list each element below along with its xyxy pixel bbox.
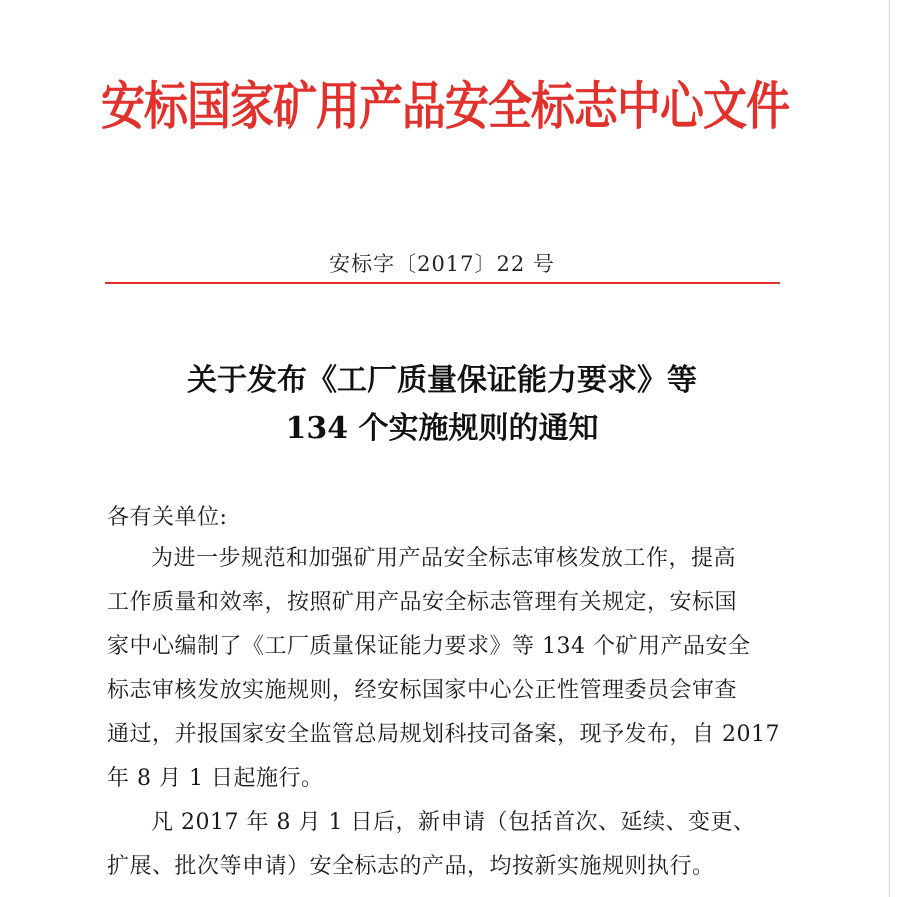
document-number: 安标字〔2017〕22 号 bbox=[329, 252, 555, 276]
salutation: 各有关单位: bbox=[107, 505, 228, 530]
body-line-1: 为进一步规范和加强矿用产品安全标志审核发放工作，提高 bbox=[151, 546, 737, 571]
body-line-3: 家中心编制了《工厂质量保证能力要求》等 134 个矿用产品安全 bbox=[107, 634, 751, 659]
notice-title-line-1: 关于发布《工厂质量保证能力要求》等 bbox=[187, 363, 697, 398]
red-divider-line bbox=[105, 282, 780, 284]
body-line-4: 标志审核发放实施规则，经安标国家中心公正性管理委员会审查 bbox=[107, 678, 738, 703]
body-line-5: 通过，并报国家安全监管总局规划科技司备案，现予发布，自 2017 bbox=[107, 722, 780, 747]
body-line-7: 凡 2017 年 8 月 1 日后，新申请（包括首次、延续、变更、 bbox=[151, 810, 756, 835]
body-line-2: 工作质量和效率，按照矿用产品安全标志管理有关规定，安标国 bbox=[107, 590, 738, 615]
body-line-8: 扩展、批次等申请）安全标志的产品，均按新实施规则执行。 bbox=[107, 854, 715, 879]
document-header-title: 安标国家矿用产品安全标志中心文件 bbox=[101, 76, 789, 138]
body-line-6: 年 8 月 1 日起施行。 bbox=[107, 766, 324, 791]
notice-title-line-2: 134 个实施规则的通知 bbox=[285, 411, 599, 446]
